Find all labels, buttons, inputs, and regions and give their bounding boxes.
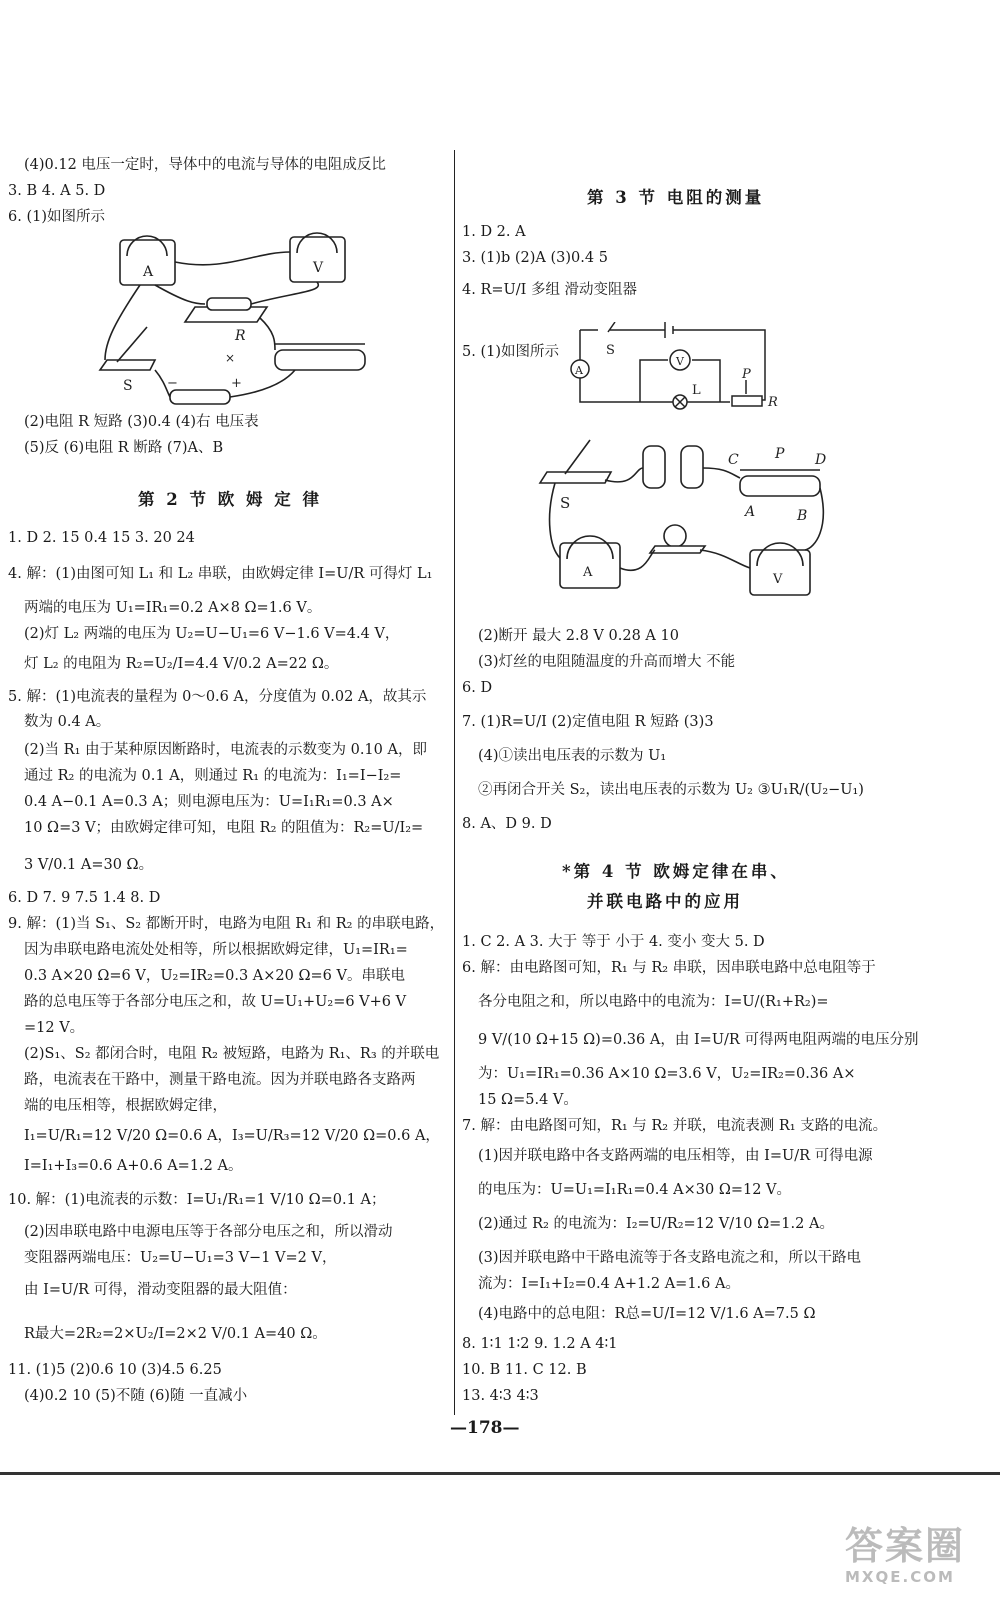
right-text-line: 5. (1)如图所示 — [462, 344, 559, 360]
right-text-line: 13. 4∶3 4∶3 — [462, 1388, 539, 1404]
column-divider — [454, 150, 455, 1415]
right-text-line: 1. C 2. A 3. 大于 等于 小于 4. 变小 变大 5. D — [462, 934, 765, 950]
left-text-line: 0.4 A−0.1 A=0.3 A；则电源电压为：U=I₁R₁=0.3 A× — [24, 794, 394, 810]
left-text-line: (2)灯 L₂ 两端的电压为 U₂=U−U₁=6 V−1.6 V=4.4 V， — [24, 626, 400, 642]
right-text-line: (4)①读出电压表的示数为 U₁ — [478, 748, 667, 764]
svg-text:B: B — [797, 508, 808, 524]
left-text-line: 4. 解：(1)由图可知 L₁ 和 L₂ 串联，由欧姆定律 I=U/R 可得灯 L₁ — [8, 566, 433, 582]
section-heading: 并联电路中的应用 — [587, 892, 743, 911]
left-text-line: 由 I=U/R 可得，滑动变阻器的最大阻值： — [24, 1282, 297, 1298]
right-text-line: 4. R=U/I 多组 滑动变阻器 — [462, 282, 638, 298]
right-circuit-schematic — [570, 322, 800, 414]
left-text-line: (2)S₁、S₂ 都闭合时，电阻 R₂ 被短路，电路为 R₁、R₃ 的并联电 — [24, 1046, 440, 1062]
left-text-line: (2)电阻 R 短路 (3)0.4 (4)右 电压表 — [24, 414, 259, 430]
section-heading: 第 3 节 电阻的测量 — [587, 188, 765, 207]
right-text-line: 3. (1)b (2)A (3)0.4 5 — [462, 250, 608, 266]
left-apparatus-figure — [95, 232, 395, 412]
left-text-line: 9. 解：(1)当 S₁、S₂ 都断开时，电路为电阻 R₁ 和 R₂ 的串联电路， — [8, 916, 445, 932]
right-text-line: (3)灯丝的电阻随温度的升高而增大 不能 — [478, 654, 736, 670]
left-text-line: 变阻器两端电压：U₂=U−U₁=3 V−1 V=2 V， — [24, 1250, 337, 1266]
svg-text:−: − — [167, 376, 178, 391]
svg-text:×: × — [225, 351, 236, 365]
right-text-line: 8. A、D 9. D — [462, 816, 552, 832]
right-text-line: (2)通过 R₂ 的电流为：I₂=U/R₂=12 V/10 Ω=1.2 A。 — [478, 1216, 834, 1232]
svg-text:A: A — [583, 565, 593, 580]
left-text-line: I=I₁+I₃=0.6 A+0.6 A=1.2 A。 — [24, 1158, 243, 1174]
left-text-line: 两端的电压为 U₁=IR₁=0.2 A×8 Ω=1.6 V。 — [24, 600, 322, 616]
right-text-line: 各分电阻之和，所以电路中的电流为：I=U/(R₁+R₂)= — [478, 994, 829, 1010]
left-text-line: (2)当 R₁ 由于某种原因断路时，电流表的示数变为 0.10 A，即 — [24, 742, 427, 758]
left-text-line: 1. D 2. 15 0.4 15 3. 20 24 — [8, 530, 195, 546]
left-text-line: 10 Ω=3 V；由欧姆定律可知，电阻 R₂ 的阻值为：R₂=U/I₂= — [24, 820, 424, 836]
page-number: —178— — [450, 1418, 520, 1438]
left-text-line: 3 V/0.1 A=30 Ω。 — [24, 857, 154, 873]
watermark-line-2: MXQE.COM — [845, 1568, 955, 1586]
svg-text:A: A — [143, 264, 154, 280]
svg-text:V: V — [773, 572, 783, 587]
left-text-line: (4)0.2 10 (5)不随 (6)随 一直减小 — [24, 1388, 248, 1404]
right-text-line: 为：U₁=IR₁=0.36 A×10 Ω=3.6 V，U₂=IR₂=0.36 A× — [478, 1066, 856, 1082]
right-text-line: (2)断开 最大 2.8 V 0.28 A 10 — [478, 628, 679, 644]
left-text-line: 0.3 A×20 Ω=6 V，U₂=IR₂=0.3 A×20 Ω=6 V。串联电 — [24, 968, 405, 984]
right-apparatus-figure — [535, 428, 840, 633]
svg-text:P: P — [775, 446, 785, 462]
watermark-logo — [845, 1515, 965, 1586]
svg-text:R: R — [768, 395, 778, 410]
left-text-line: =12 V。 — [24, 1020, 85, 1036]
left-text-line: (4)0.12 电压一定时，导体中的电流与导体的电阻成反比 — [24, 157, 386, 173]
svg-text:R: R — [235, 328, 246, 344]
right-text-line: 10. B 11. C 12. B — [462, 1362, 587, 1378]
svg-text:D: D — [815, 452, 827, 468]
left-text-line: 11. (1)5 (2)0.6 10 (3)4.5 6.25 — [8, 1362, 222, 1378]
left-text-line: 因为串联电路电流处处相等，所以根据欧姆定律，U₁=IR₁= — [24, 942, 408, 958]
left-text-line: 路，电流表在干路中，测量干路电流。因为并联电路各支路两 — [24, 1072, 416, 1088]
right-text-line: 6. D — [462, 680, 493, 696]
svg-text:+: + — [231, 376, 242, 391]
left-text-line: 6. (1)如图所示 — [8, 209, 105, 225]
svg-text:V: V — [313, 260, 324, 276]
left-text-line: 路的总电压等于各部分电压之和，故 U=U₁+U₂=6 V+6 V — [24, 994, 407, 1010]
left-text-line: 数为 0.4 A。 — [24, 714, 111, 730]
svg-text:S: S — [123, 378, 133, 394]
left-text-line: 端的电压相等，根据欧姆定律， — [24, 1098, 227, 1114]
right-text-line: 7. 解：由电路图可知，R₁ 与 R₂ 并联，电流表测 R₁ 支路的电流。 — [462, 1118, 888, 1134]
right-text-line: 流为：I=I₁+I₂=0.4 A+1.2 A=1.6 A。 — [478, 1276, 740, 1292]
svg-text:A: A — [745, 504, 756, 520]
svg-text:L: L — [692, 383, 701, 398]
svg-text:V: V — [676, 355, 684, 368]
left-text-line: (2)因串联电路中电源电压等于各部分电压之和，所以滑动 — [24, 1224, 393, 1240]
left-text-line: I₁=U/R₁=12 V/20 Ω=0.6 A，I₃=U/R₃=12 V/20 Ω=0.6 A， — [24, 1128, 440, 1144]
right-text-line: (3)因并联电路中干路电流等于各支路电流之和，所以干路电 — [478, 1250, 862, 1266]
right-text-line: 7. (1)R=U/I (2)定值电阻 R 短路 (3)3 — [462, 714, 714, 730]
bottom-rule — [0, 1472, 1000, 1475]
svg-text:S: S — [560, 494, 571, 512]
left-text-line: 通过 R₂ 的电流为 0.1 A，则通过 R₁ 的电流为：I₁=I−I₂= — [24, 768, 402, 784]
section-heading: 第 2 节 欧 姆 定 律 — [138, 490, 322, 509]
right-text-line: 9 V/(10 Ω+15 Ω)=0.36 A，由 I=U/R 可得两电阻两端的电压分别 — [478, 1032, 919, 1048]
left-text-line: 5. 解：(1)电流表的量程为 0～0.6 A，分度值为 0.02 A，故其示 — [8, 689, 427, 705]
right-text-line: (4)电路中的总电阻：R总=U/I=12 V/1.6 A=7.5 Ω — [478, 1306, 816, 1322]
svg-text:P: P — [742, 367, 751, 382]
right-text-line: ②再闭合开关 S₂，读出电压表的示数为 U₂ ③U₁R/(U₂−U₁) — [478, 782, 864, 798]
right-text-line: 的电压为：U=U₁=I₁R₁=0.4 A×30 Ω=12 V。 — [478, 1182, 792, 1198]
left-text-line: 3. B 4. A 5. D — [8, 183, 106, 199]
right-text-line: (1)因并联电路中各支路两端的电压相等，由 I=U/R 可得电源 — [478, 1148, 873, 1164]
right-text-line: 8. 1∶1 1∶2 9. 1.2 A 4∶1 — [462, 1336, 618, 1352]
left-text-line: 灯 L₂ 的电阻为 R₂=U₂/I=4.4 V/0.2 A=22 Ω。 — [24, 656, 339, 672]
watermark-line-1: 答案圈 — [845, 1524, 966, 1568]
svg-text:A: A — [575, 364, 583, 377]
left-text-line: 6. D 7. 9 7.5 1.4 8. D — [8, 890, 161, 906]
right-text-line: 6. 解：由电路图可知，R₁ 与 R₂ 串联，因串联电路中总电阻等于 — [462, 960, 876, 976]
svg-text:S: S — [606, 343, 615, 358]
right-text-line: 15 Ω=5.4 V。 — [478, 1092, 578, 1108]
right-text-line: 1. D 2. A — [462, 224, 526, 240]
left-text-line: 10. 解：(1)电流表的示数：I=U₁/R₁=1 V/10 Ω=0.1 A； — [8, 1192, 386, 1208]
svg-text:C: C — [728, 452, 739, 468]
section-heading: *第 4 节 欧姆定律在串、 — [562, 862, 790, 881]
left-text-line: R最大=2R₂=2×U₂/I=2×2 V/0.1 A=40 Ω。 — [24, 1326, 327, 1342]
left-text-line: (5)反 (6)电阻 R 断路 (7)A、B — [24, 440, 224, 456]
